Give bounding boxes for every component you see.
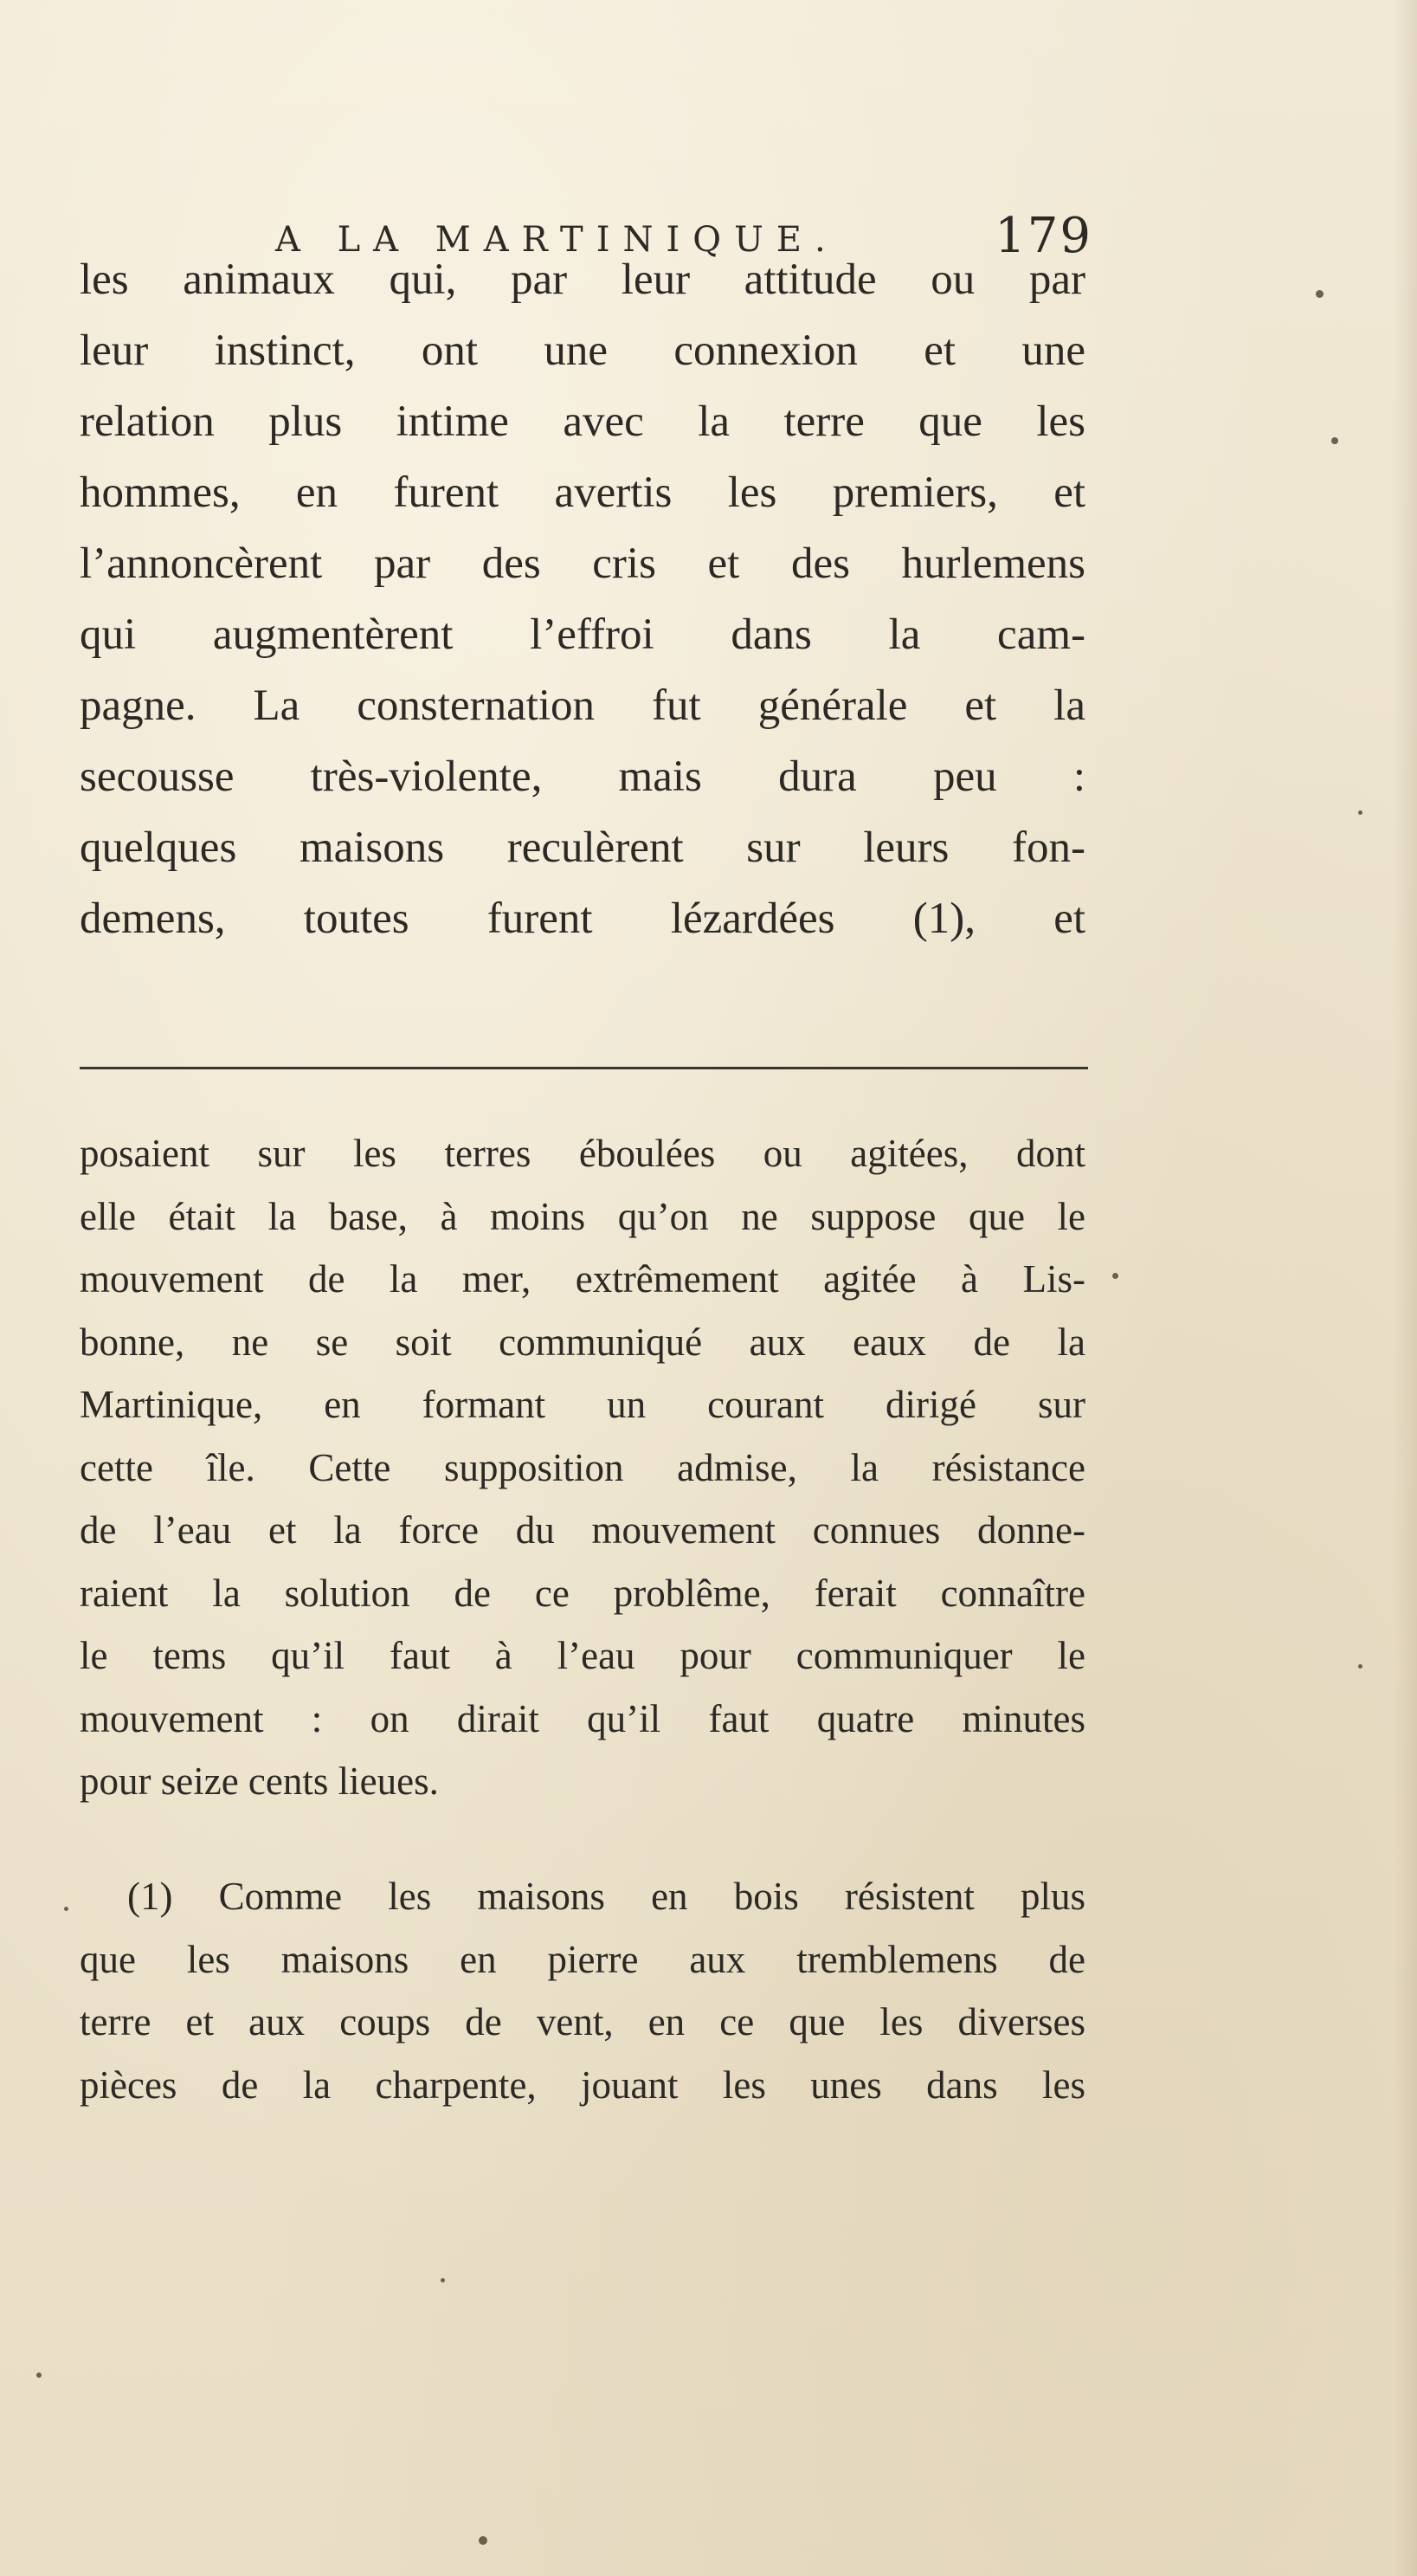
- main-text-block: [80, 244, 1085, 954]
- footnote-continuation-block: [80, 1122, 1085, 1813]
- paper-speck: [1112, 1273, 1118, 1279]
- text-line: mouvement : on dirait qu’il faut quatre minutes: [80, 1696, 1085, 1740]
- footnote-line: terre et aux coups de vent, en ce que les diverses: [80, 2000, 1085, 2043]
- text-line: quelques maisons reculèrent sur leurs fon-: [80, 823, 1085, 872]
- paper-speck: [1331, 437, 1338, 444]
- text-line: relation plus intime avec la terre que les: [80, 397, 1085, 446]
- text-line: le tems qu’il faut à l’eau pour communiquer le: [80, 1634, 1085, 1677]
- text-line: secousse très-violente, mais dura peu :: [80, 752, 1085, 801]
- paper-speck: [1316, 290, 1324, 298]
- footnote-line: pièces de la charpente, jouant les unes dans les: [80, 2063, 1085, 2107]
- text-line: qui augmentèrent l’effroi dans la cam-: [80, 610, 1085, 659]
- paper-speck: [441, 2278, 445, 2282]
- text-line: posaient sur les terres éboulées ou agitées, dont: [80, 1132, 1085, 1175]
- footnote-separator-rule: [80, 1067, 1088, 1069]
- running-title: A LA MARTINIQUE.: [275, 220, 839, 260]
- text-line: bonne, ne se soit communiqué aux eaux de la: [80, 1320, 1085, 1364]
- text-line: hommes, en furent avertis les premiers, et: [80, 468, 1085, 517]
- footnote-line: (1) Comme les maisons en bois résistent plus: [127, 1875, 1085, 1918]
- footnote-block: [80, 1865, 1085, 2116]
- text-line: leur instinct, ont une connexion et une: [80, 326, 1085, 375]
- text-line: de l’eau et la force du mouvement connues donne-: [80, 1508, 1085, 1552]
- paper-speck: [1358, 1664, 1362, 1669]
- paper-speck: [479, 2536, 487, 2545]
- text-line: cette île. Cette supposition admise, la résistance: [80, 1445, 1085, 1489]
- text-line: raient la solution de ce problême, ferait connaître: [80, 1571, 1085, 1615]
- paper-speck: [1358, 810, 1362, 815]
- footnote-line: que les maisons en pierre aux tremblemens de: [80, 1937, 1085, 1981]
- paper-speck: [64, 1907, 68, 1911]
- page-number: 179: [995, 208, 1092, 264]
- text-line: les animaux qui, par leur attitude ou par: [80, 255, 1085, 304]
- text-line: Martinique, en formant un courant dirigé sur: [80, 1383, 1085, 1426]
- text-line: demens, toutes furent lézardées (1), et: [80, 894, 1085, 943]
- paper-speck: [36, 2373, 42, 2378]
- text-line: elle était la base, à moins qu’on ne suppose que le: [80, 1194, 1085, 1238]
- text-line: pour seize cents lieues.: [80, 1759, 439, 1803]
- text-line: l’annoncèrent par des cris et des hurlemens: [80, 539, 1085, 588]
- text-line: mouvement de la mer, extrêmement agitée à Lis-: [80, 1257, 1085, 1301]
- text-line: pagne. La consternation fut générale et la: [80, 681, 1085, 730]
- page-gutter-shadow: [1393, 0, 1417, 2576]
